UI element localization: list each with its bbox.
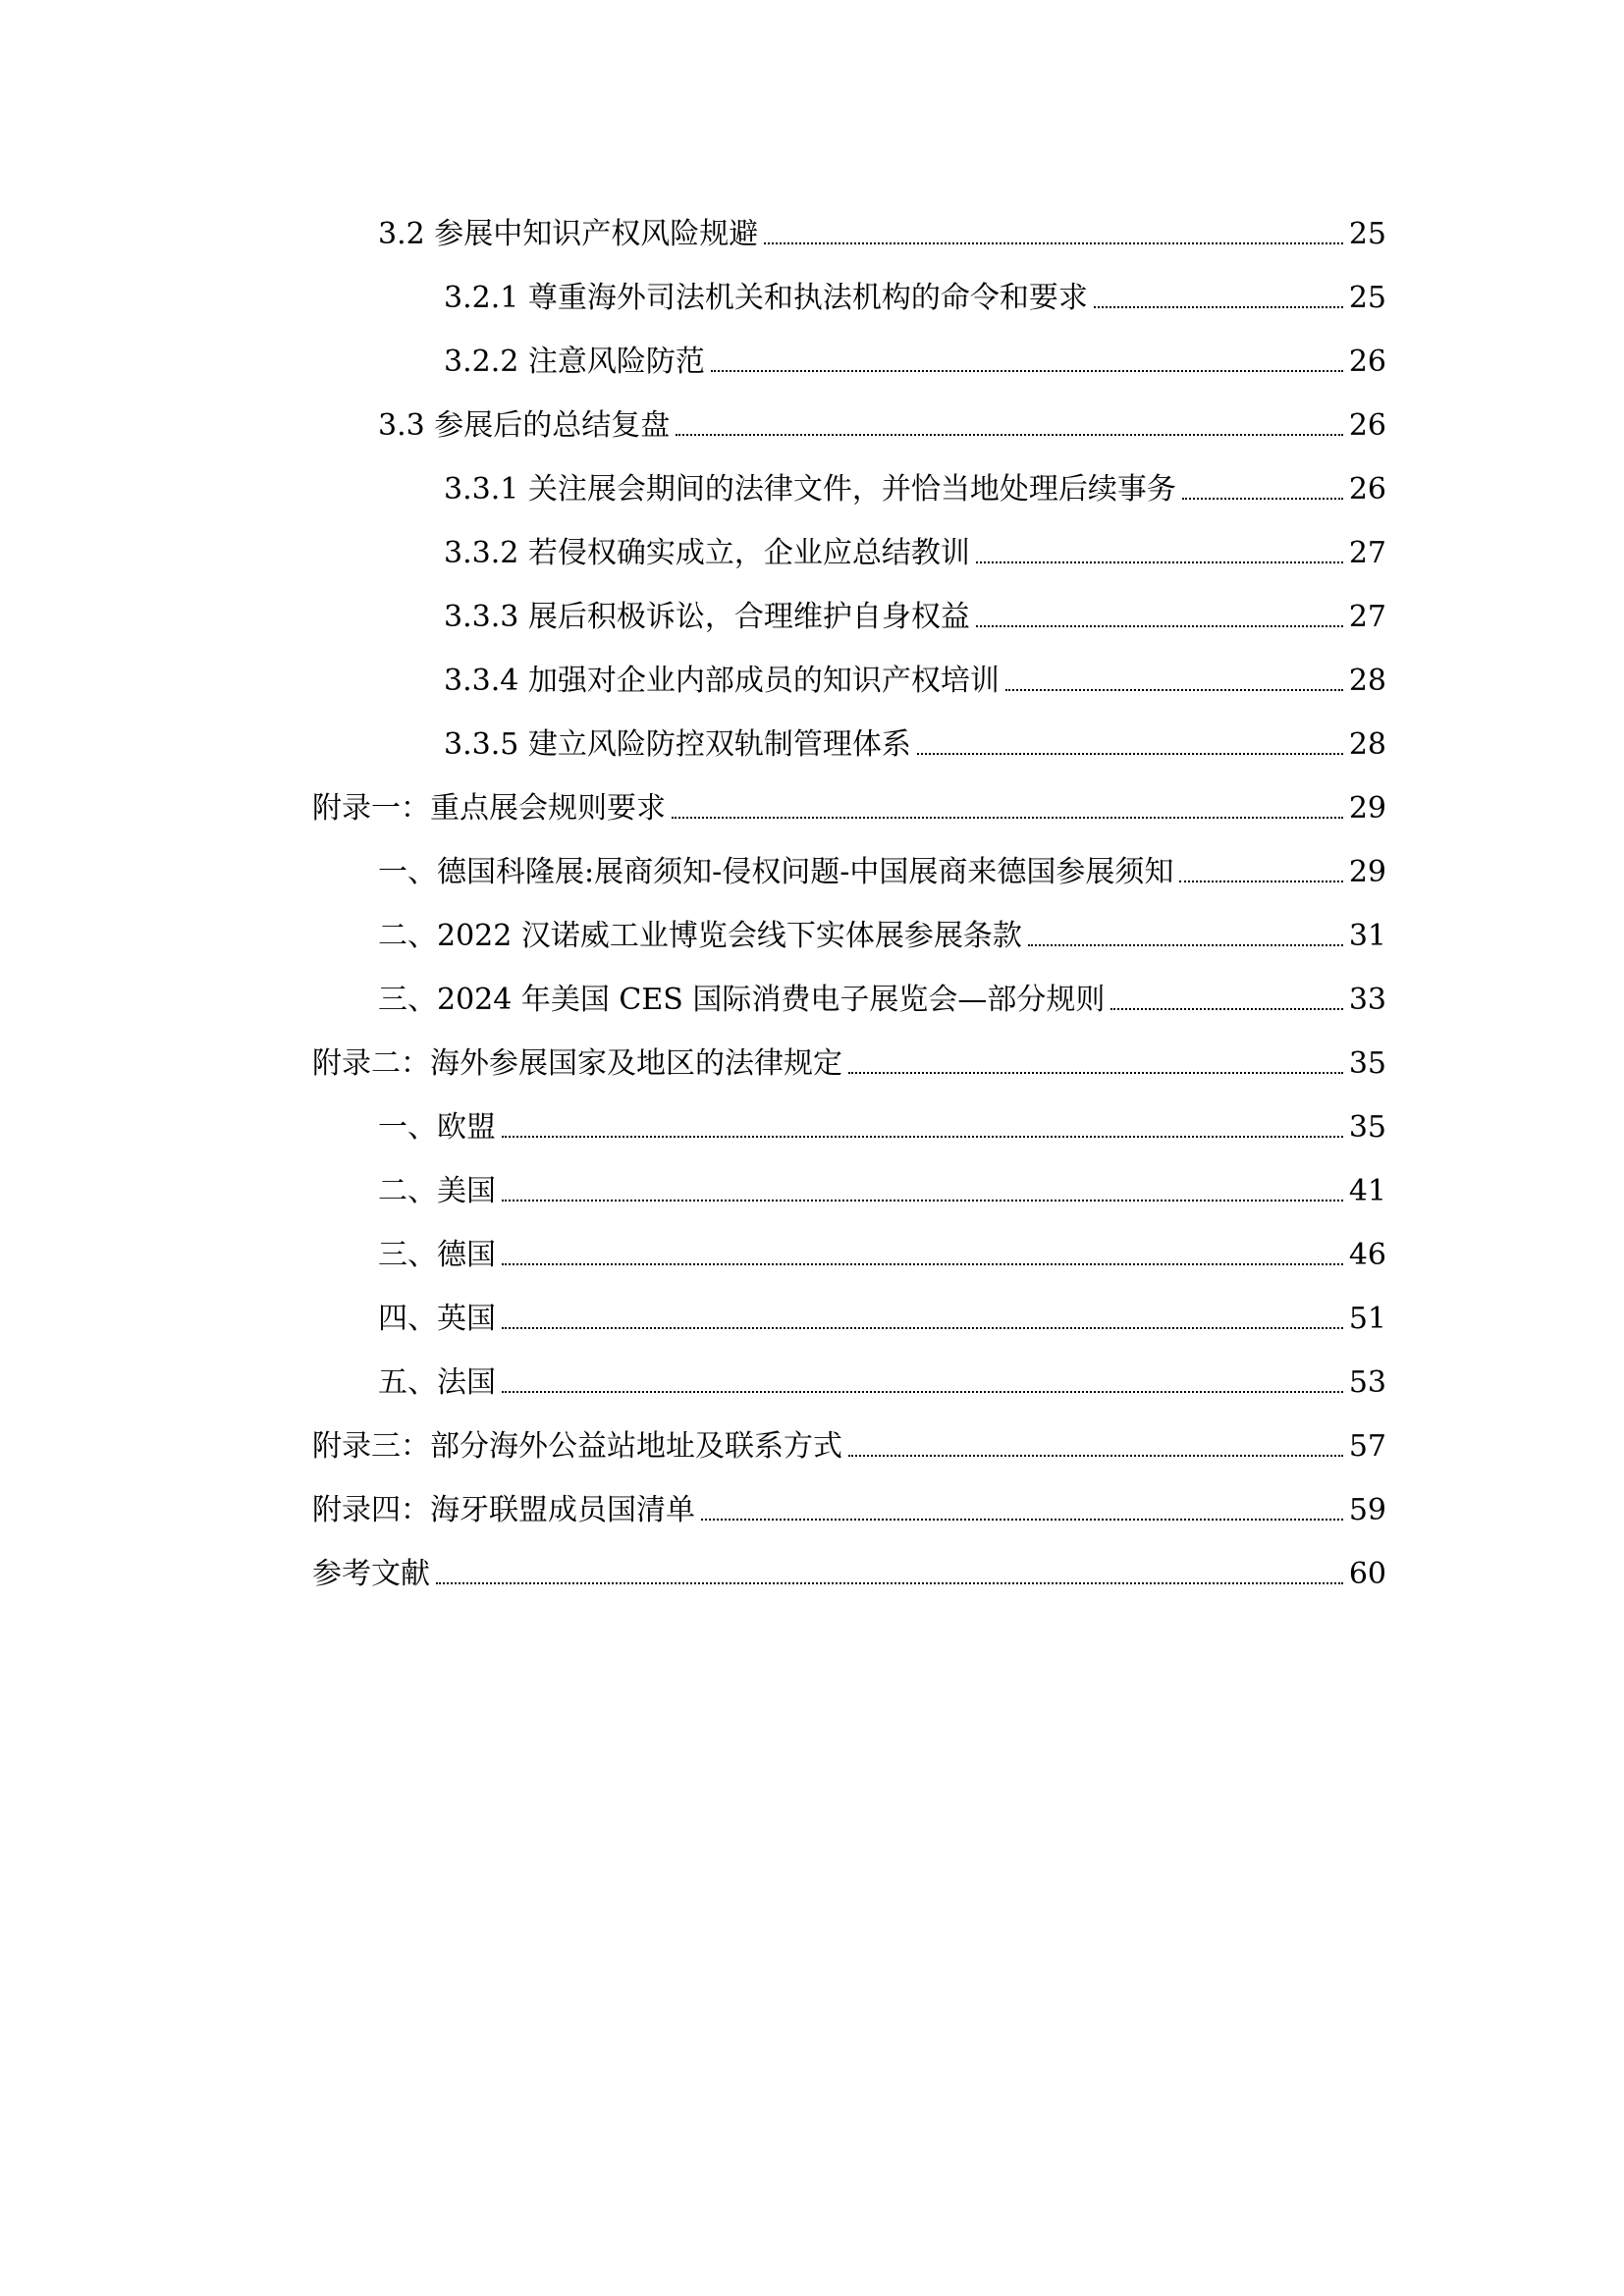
toc-entry-page: 25 (1348, 217, 1386, 251)
toc-entry-page: 31 (1348, 919, 1386, 953)
toc-entry-page: 51 (1348, 1302, 1386, 1336)
dot-leader (764, 242, 1343, 244)
toc-entry-title: 3.2.1 尊重海外司法机关和执法机构的命令和要求 (444, 281, 1088, 315)
toc-entry-page: 33 (1348, 983, 1386, 1017)
dot-leader (1094, 306, 1343, 308)
toc-entry-title: 3.3.1 关注展会期间的法律文件，并恰当地处理后续事务 (444, 472, 1176, 507)
dot-leader (1179, 881, 1342, 882)
toc-entry[interactable] (378, 907, 1386, 956)
dot-leader (701, 1519, 1343, 1521)
toc-entry[interactable] (378, 1098, 1386, 1148)
dot-leader (917, 753, 1343, 755)
toc-entry-page: 28 (1348, 727, 1386, 762)
toc-entry-page: 25 (1348, 281, 1386, 315)
toc-entry-page: 26 (1348, 408, 1386, 443)
toc-entry-title: 一、德国科隆展:展商须知-侵权问题-中国展商来德国参展须知 (378, 855, 1174, 889)
toc-entry-page: 26 (1348, 472, 1386, 507)
toc-entry-page: 29 (1348, 855, 1386, 889)
dot-leader (502, 1263, 1343, 1265)
toc-entry[interactable] (378, 1354, 1386, 1403)
toc-entry[interactable] (312, 1545, 1386, 1594)
toc-entry-title: 一、欧盟 (378, 1110, 496, 1145)
dot-leader (502, 1200, 1343, 1201)
toc-entry-page: 57 (1348, 1429, 1386, 1464)
toc-entry-page: 53 (1348, 1365, 1386, 1400)
toc-entry[interactable] (444, 333, 1386, 382)
toc-entry-title: 附录三：部分海外公益站地址及联系方式 (312, 1429, 842, 1464)
toc-entry-title: 3.3.5 建立风险防控双轨制管理体系 (444, 727, 911, 762)
toc-entry-title: 五、法国 (378, 1365, 496, 1400)
dot-leader (676, 434, 1343, 436)
toc-entry-title: 四、英国 (378, 1302, 496, 1336)
toc-entry[interactable] (444, 460, 1386, 509)
dot-leader (976, 561, 1343, 563)
toc-entry[interactable] (312, 1035, 1386, 1084)
toc-entry[interactable] (378, 397, 1386, 446)
dot-leader (672, 817, 1343, 819)
toc-entry-page: 28 (1348, 664, 1386, 698)
dot-leader (1182, 498, 1343, 500)
toc-entry-title: 3.3 参展后的总结复盘 (378, 408, 671, 443)
toc-entry-page: 46 (1348, 1238, 1386, 1272)
toc-entry[interactable] (444, 269, 1386, 318)
toc-entry-title: 3.3.4 加强对企业内部成员的知识产权培训 (444, 664, 1000, 698)
dot-leader (1028, 944, 1343, 946)
toc-entry[interactable] (378, 1162, 1386, 1211)
toc-entry[interactable] (378, 1290, 1386, 1339)
toc-entry-page: 41 (1348, 1174, 1386, 1208)
toc-entry-title: 二、2022 汉诺威工业博览会线下实体展参展条款 (378, 919, 1022, 953)
toc-entry[interactable] (378, 205, 1386, 254)
toc-entry-page: 27 (1348, 600, 1386, 634)
dot-leader (976, 625, 1343, 627)
toc-entry-title: 三、德国 (378, 1238, 496, 1272)
toc-entry-title: 附录四：海牙联盟成员国清单 (312, 1493, 695, 1527)
toc-entry-page: 26 (1348, 345, 1386, 379)
toc-entry[interactable] (312, 1481, 1386, 1530)
toc-entry-page: 60 (1348, 1557, 1386, 1591)
toc-entry-page: 35 (1348, 1046, 1386, 1081)
toc-entry-title: 3.2.2 注意风险防范 (444, 345, 705, 379)
toc-entry-title: 附录一：重点展会规则要求 (312, 791, 666, 826)
dot-leader (848, 1455, 1343, 1457)
dot-leader (711, 370, 1343, 372)
toc-entry[interactable] (378, 971, 1386, 1020)
toc-entry-title: 二、美国 (378, 1174, 496, 1208)
dot-leader (502, 1391, 1343, 1393)
toc-entry[interactable] (312, 1417, 1386, 1467)
toc-entry-title: 三、2024 年美国 CES 国际消费电子展览会—部分规则 (378, 983, 1106, 1017)
toc-entry-page: 35 (1348, 1110, 1386, 1145)
toc-entry[interactable] (378, 1226, 1386, 1275)
dot-leader (848, 1072, 1343, 1074)
toc-entry-title: 3.2 参展中知识产权风险规避 (378, 217, 759, 251)
dot-leader (502, 1136, 1343, 1138)
toc-entry-page: 27 (1348, 536, 1386, 570)
toc-entry[interactable] (444, 652, 1386, 701)
toc-entry[interactable] (444, 588, 1386, 637)
toc-entry-title: 3.3.2 若侵权确实成立，企业应总结教训 (444, 536, 970, 570)
toc-entry-title: 参考文献 (312, 1557, 430, 1591)
toc-entry-title: 3.3.3 展后积极诉讼，合理维护自身权益 (444, 600, 970, 634)
toc-entry-title: 附录二：海外参展国家及地区的法律规定 (312, 1046, 842, 1081)
toc-entry[interactable] (312, 779, 1386, 828)
toc-entry[interactable] (444, 524, 1386, 573)
toc-entry-page: 59 (1348, 1493, 1386, 1527)
dot-leader (502, 1327, 1343, 1329)
dot-leader (1110, 1008, 1342, 1010)
toc-entry[interactable] (444, 716, 1386, 765)
dot-leader (1005, 689, 1343, 691)
toc-entry-page: 29 (1348, 791, 1386, 826)
toc-entry[interactable] (378, 843, 1386, 892)
dot-leader (436, 1582, 1343, 1584)
